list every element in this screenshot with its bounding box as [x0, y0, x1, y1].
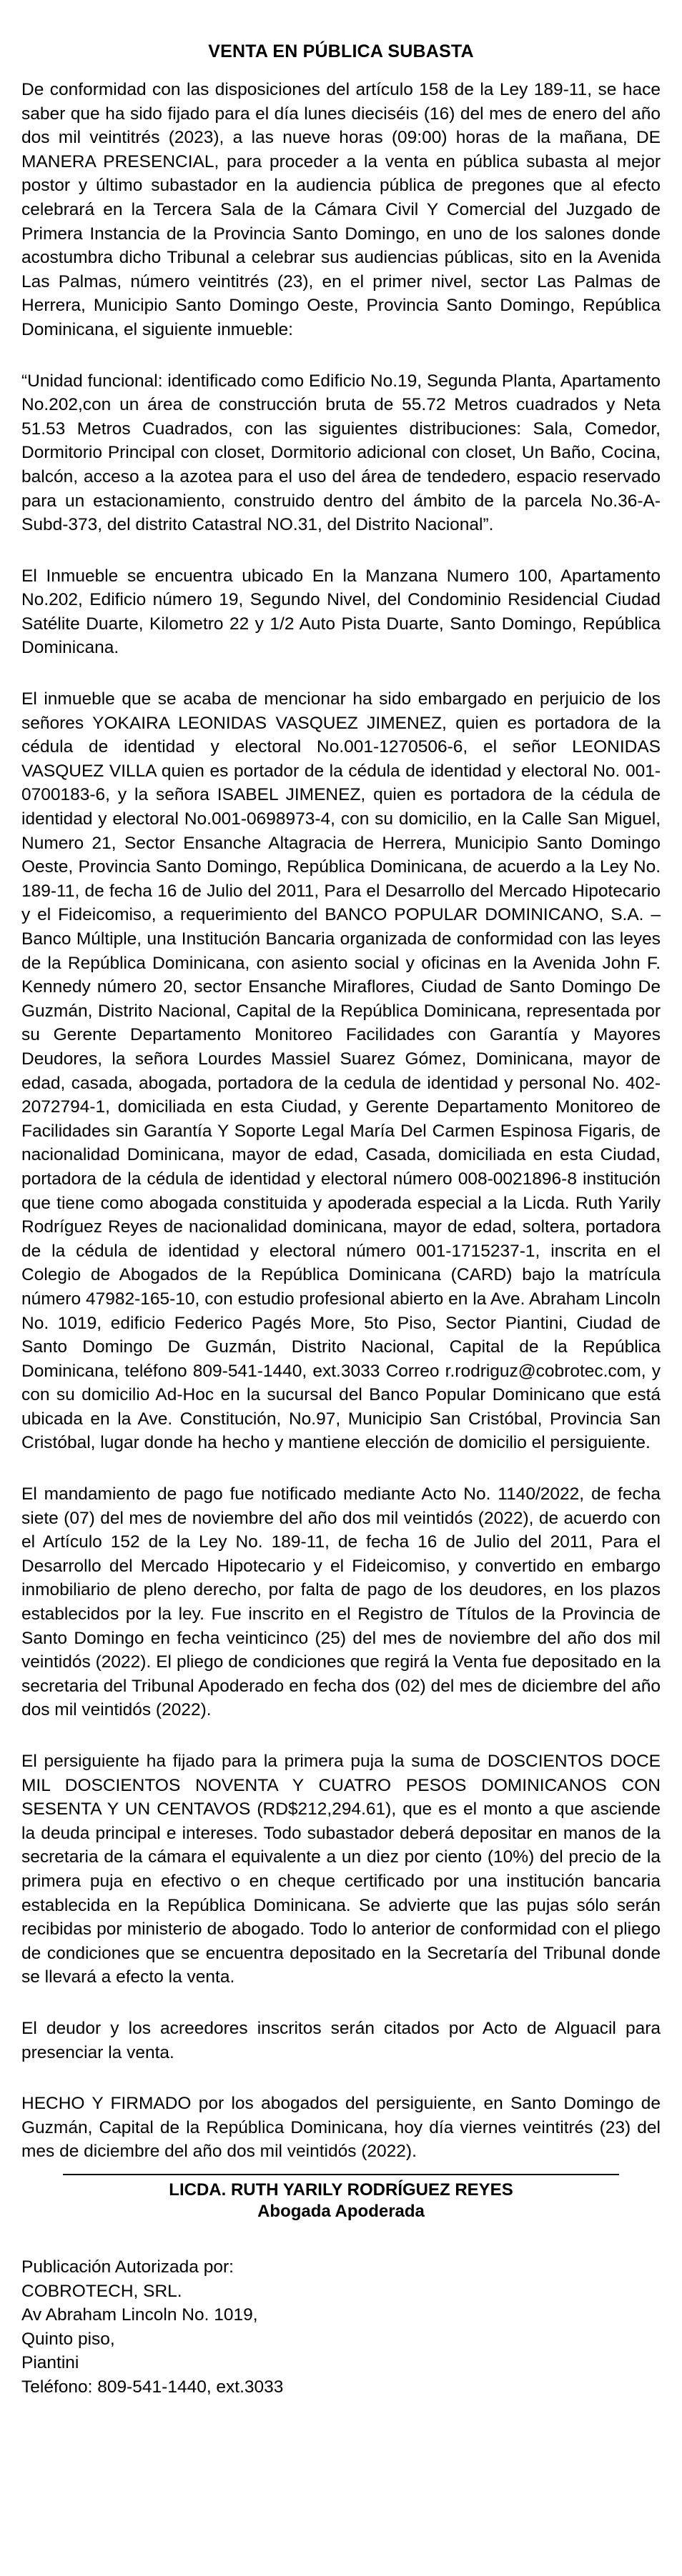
notice-title: VENTA EN PÚBLICA SUBASTA: [208, 41, 474, 61]
signature-role: Abogada Apoderada: [257, 2201, 425, 2221]
notice-paragraph-intro: De conformidad con las disposiciones del artículo 158 de la Ley 189-11, se hace saber que ha sido fijado para el día lunes dieciséis (16) del mes de enero del año dos mil veintitrés (2023), a las nueve horas (09:00) horas de la mañana, DE MANERA PRESENCIAL, para proceder a la venta en pública subasta al mejor postor y último subastador en la audiencia pública de pregones que al efecto celebrará en la Tercera Sala de la Cámara Civil Y Comercial del Juzgado de Primera Instancia de la Provincia Santo Domingo, en uno de los salones donde acostumbra dicho Tribunal a celebrar sus audiencias públicas, sito en la Avenida Las Palmas, número veintitrés (23), en el primer nivel, sector Las Palmas de Herrera, Municipio Santo Domingo Oeste, Provincia Santo Domingo, República Dominicana, el siguiente inmueble:: [21, 80, 661, 339]
notice-paragraph-first-bid: El persiguiente ha fijado para la primera puja la suma de DOSCIENTOS DOCE MIL DOSCIENTOS NOVENTA Y CUATRO PESOS DOMINICANOS CON SESENTA Y UN CENTAVOS (RD$212,294.61), que es el monto a que asciende la deuda principal e intereses. Todo subastador deberá depositar en manos de la secretaria de la cámara el equivalente a un diez por ciento (10%) del precio de la primera puja en efectivo o en cheque certificado por una institución bancaria establecida en la República Dominicana. Se advierte que las pujas sólo serán recibidas por ministerio de abogado. Todo lo anterior de conformidad con el pliego de condiciones que se encuentra depositado en la Secretaría del Tribunal donde se llevará a efecto la venta.: [21, 1752, 661, 1987]
signature-line: [63, 2174, 619, 2175]
footer-line-address: Av Abraham Lincoln No. 1019,: [21, 2305, 258, 2325]
notice-paragraph-property-description: “Unidad funcional: identificado como Edificio No.19, Segunda Planta, Apartamento No.202,con un área de construcción bruta de 55.72 Metros cuadrados y Neta 51.53 Metros Cuadrados, con las siguientes distribuciones: Sala, Comedor, Dormitorio Principal con closet, Dormitorio adicional con closet, Un Baño, Cocina, balcón, acceso a la azotea para el uso del área de tendedero, espacio reservado para un estacionamiento, construido dentro del ámbito de la parcela No.36-A-Subd-373, del distrito Catastral NO.31, del Distrito Nacional”.: [21, 371, 661, 535]
notice-paragraph-property-location: El Inmueble se encuentra ubicado En la Manzana Numero 100, Apartamento No.202, Edificio número 19, Segundo Nivel, del Condominio Residencial Ciudad Satélite Duarte, Kilometro 22 y 1/2 Auto Pista Duarte, Santo Domingo, República Dominicana.: [21, 566, 661, 658]
signature-name: LICDA. RUTH YARILY RODRÍGUEZ REYES: [169, 2180, 513, 2200]
notice-paragraph-citation: El deudor y los acreedores inscritos serán citados por Acto de Alguacil para presenciar la venta.: [21, 2018, 661, 2062]
notice-paragraph-signed: HECHO Y FIRMADO por los abogados del persiguiente, en Santo Domingo de Guzmán, Capital de la República Dominicana, hoy día viernes veintitrés (23) del mes de diciembre del año dos mil veintidós (2022).: [21, 2094, 661, 2162]
footer-line-company: COBROTECH, SRL.: [21, 2281, 182, 2301]
notice-paragraph-parties: El inmueble que se acaba de mencionar ha sido embargado en perjuicio de los señores YOKAIRA LEONIDAS VASQUEZ JIMENEZ, quien es portadora de la cédula de identidad y electoral No.001-1270506-6, el señor LEONIDAS VASQUEZ VILLA quien es portador de la cédula de identidad y electoral No. 001-0700183-6, y la señora ISABEL JIMENEZ, quien es portadora de la cédula de identidad y electoral No.001-0698973-4, con su domicilio, en la Calle San Miguel, Numero 21, Sector Ensanche Altagracia de Herrera, Municipio Santo Domingo Oeste, Provincia Santo Domingo, República Dominicana, de acuerdo a la Ley No. 189-11, de fecha 16 de Julio del 2011, Para el Desarrollo del Mercado Hipotecario y el Fideicomiso, a requerimiento del BANCO POPULAR DOMINICANO, S.A. – Banco Múltiple, una Institución Bancaria organizada de conformidad con las leyes de la República Dominicana, con asiento social y oficinas en la Avenida John F. Kennedy número 20, sector Ensanche Miraflores, Ciudad de Santo Domingo De Guzmán, Distrito Nacional, Capital de la República Dominicana, representada por su Gerente Departamento Monitoreo Facilidades con Garantía y Mayores Deudores, la señora Lourdes Massiel Suarez Gómez, Dominicana, mayor de edad, casada, abogada, portadora de la cedula de identidad y personal No. 402-2072794-1, domiciliada en esta Ciudad, y Gerente Departamento Monitoreo de Facilidades sin Garantía Y Soporte Legal María Del Carmen Espinosa Figaris, de nacionalidad Dominicana, mayor de edad, Casada, domiciliada en esta Ciudad, portadora de la cédula de identidad y electoral número 008-0021896-8 institución que tiene como abogada constituida y apoderada especial a la Licda. Ruth Yarily Rodríguez Reyes de nacionalidad dominicana, mayor de edad, soltera, portadora de la cédula de identidad y electoral número 001-1715237-1, inscrita en el Colegio de Abogados de la República Dominicana (CARD) bajo la matrícula número 47982-165-10, con estudio profesional abierto en la Ave. Abraham Lincoln No. 1019, edificio Federico Pagés More, 5to Piso, Sector Piantini, Ciudad de Santo Domingo De Guzmán, Distrito Nacional, Capital de la República Dominicana, teléfono 809-541-1440, ext.3033 Correo r.rodriguz@cobrotec.com, y con su domicilio Ad-Hoc en la sucursal del Banco Popular Dominicano que está ubicada en la Ave. Constitución, No.97, Municipio San Cristóbal, Provincia San Cristóbal, lugar donde ha hecho y mantiene elección de domicilio el persiguiente.: [21, 689, 661, 1453]
notice-paragraph-payment-order: El mandamiento de pago fue notificado mediante Acto No. 1140/2022, de fecha siete (07) del mes de noviembre del año dos mil veintidós (2022), de acuerdo con el Artículo 152 de la Ley No. 189-11, de fecha 16 de Julio del 2011, Para el Desarrollo del Mercado Hipotecario y el Fideicomiso, y convertido en embargo inmobiliario de pleno derecho, por falta de pago de los deudores, en los plazos establecidos por la ley. Fue inscrito en el Registro de Títulos de la Provincia de Santo Domingo en fecha veinticinco (25) del mes de noviembre del año dos mil veintidós (2022). El pliego de condiciones que regirá la Venta fue depositado en la secretaria del Tribunal Apoderado en fecha dos (02) del mes de diciembre del año dos mil veintidós (2022).: [21, 1484, 661, 1720]
footer-line-sector: Piantini: [21, 2353, 79, 2373]
publication-footer: [21, 2255, 661, 2400]
signature-block: [21, 2174, 661, 2222]
footer-line-floor: Quinto piso,: [21, 2329, 115, 2349]
footer-line-phone: Teléfono: 809-541-1440, ext.3033: [21, 2377, 284, 2397]
footer-line-authorized: Publicación Autorizada por:: [21, 2257, 234, 2277]
